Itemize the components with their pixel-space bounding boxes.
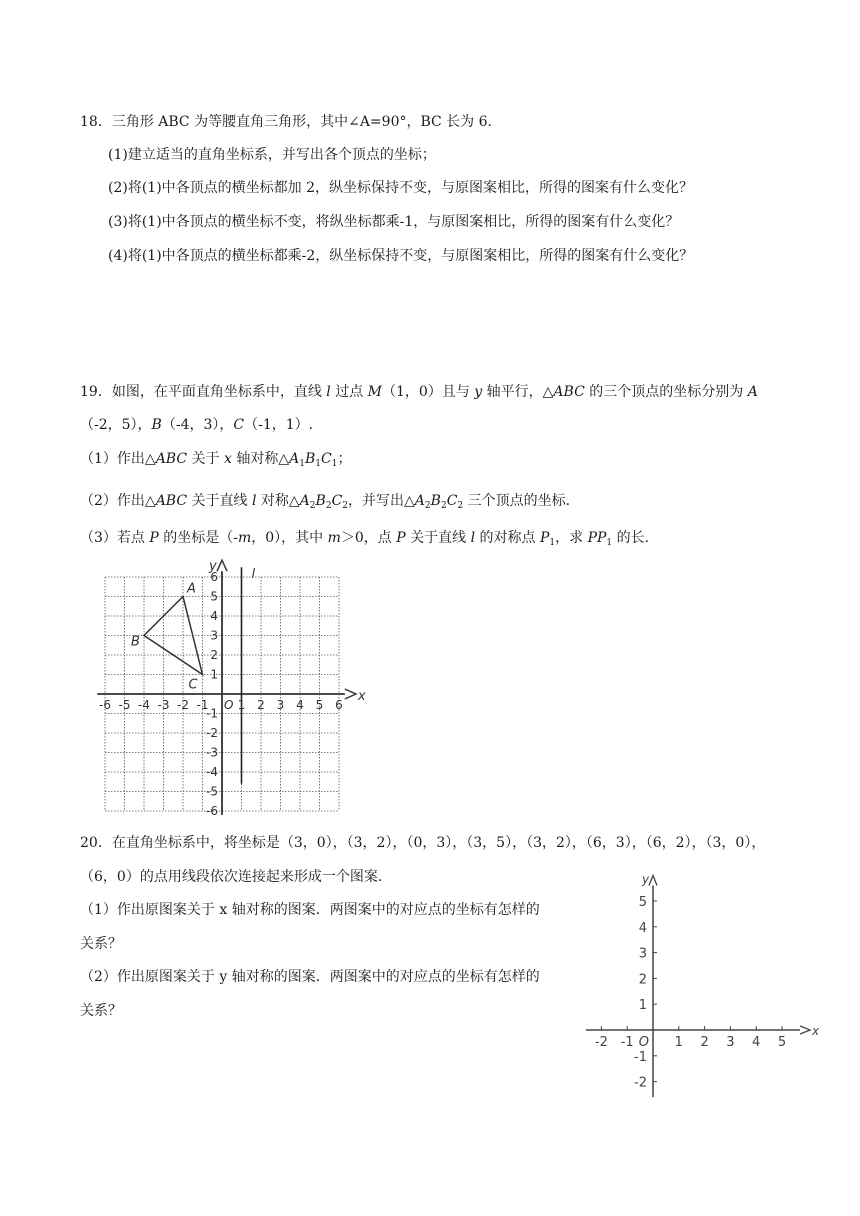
vertex-label-b: B xyxy=(131,634,140,650)
x-tick-label: 4 xyxy=(296,698,304,712)
q18-item-3: (3)将(1)中各顶点的横坐标不变，将纵坐标都乘-1，与原图案相比，所得的图案有什么变化？ xyxy=(108,214,680,230)
x-tick-label: 5 xyxy=(777,1035,787,1050)
q19-coordinate-graph xyxy=(99,555,366,818)
q20-stem-line1: 20．在直角坐标系中，将坐标是（3，0），（3，2），（0，3），（3，5），（3，2），（6，3），（6，2），（3，0）， xyxy=(80,835,766,851)
q18-stem: 18．三角形 ABC 为等腰直角三角形，其中∠A=90°，BC 长为 6. xyxy=(80,114,492,130)
vertex-label-a: A xyxy=(187,581,196,597)
q18-item-4: (4)将(1)中各顶点的横坐标都乘-2，纵坐标保持不变，与原图案相比，所得的图案有什么变化？ xyxy=(108,248,694,264)
q18-item-1: (1)建立适当的直角坐标系，并写出各个顶点的坐标； xyxy=(108,147,436,163)
x-axis-arrow-icon xyxy=(345,689,356,699)
q20-item-2: （2）作出原图案关于 y 轴对称的图案．两图案中的对应点的坐标有怎样的 xyxy=(80,969,540,985)
x-tick-label: 1 xyxy=(674,1035,683,1050)
q19-stem-line2: （-2，5），B（-4，3），C（-1，1）. xyxy=(80,417,314,433)
y-tick-label: -5 xyxy=(206,784,218,799)
x-tick-label: -3 xyxy=(157,698,170,712)
y-tick-label: 2 xyxy=(638,972,647,988)
y-tick-label: 2 xyxy=(210,648,218,662)
x-tick-label: -2 xyxy=(177,698,189,712)
y-axis-label: y xyxy=(209,559,217,575)
x-axis-label: x xyxy=(812,1024,820,1038)
q19-item-2: （2）作出△ABC 关于直线 l 对称$\triangle A_2B_2C_2$，并写出$\triangle A_2B_2C_2$ 三个顶点的坐标. xyxy=(80,493,571,511)
q19-item-3: （3）若点 P 的坐标是（-m，0），其中 m＞0，点 P 关于直线 l 的对称点 $P_1$，求 $PP_1$ 的长. xyxy=(80,530,650,548)
q20-item-1: （1）作出原图案关于 x 轴对称的图案．两图案中的对应点的坐标有怎样的 xyxy=(80,902,540,918)
x-tick-label: -2 xyxy=(594,1035,608,1050)
x-tick-label: -1 xyxy=(620,1035,634,1050)
x-tick-label: 6 xyxy=(335,698,343,712)
y-tick-label: -4 xyxy=(206,765,218,779)
q18-item-2: (2)将(1)中各顶点的横坐标都加 2，纵坐标保持不变，与原图案相比，所得的图案有什么变化？ xyxy=(108,180,694,196)
origin-label: O xyxy=(638,1035,649,1050)
vertex-label-c: C xyxy=(188,677,198,693)
y-tick-label: 1 xyxy=(638,998,647,1014)
x-axis-label: x xyxy=(357,689,366,704)
q20-item-2-cont: 关系？ xyxy=(80,1003,122,1019)
y-tick-label: 5 xyxy=(638,895,647,910)
y-tick-label: -3 xyxy=(206,745,218,760)
x-tick-label: 1 xyxy=(237,698,246,712)
y-tick-label: -1 xyxy=(634,1049,647,1065)
y-tick-label: 3 xyxy=(210,628,218,643)
x-tick-label: -4 xyxy=(138,698,150,712)
y-tick-label: 1 xyxy=(210,667,218,682)
y-axis-arrow-icon xyxy=(649,876,657,886)
x-tick-label: -1 xyxy=(196,698,209,712)
origin-label: O xyxy=(224,698,234,712)
q20-item-1-cont: 关系？ xyxy=(80,936,122,952)
x-tick-label: 2 xyxy=(257,698,265,712)
q20-coordinate-axes xyxy=(585,872,820,1130)
x-tick-label: -6 xyxy=(99,698,111,712)
y-tick-label: -2 xyxy=(206,726,218,740)
y-tick-label: -2 xyxy=(634,1075,647,1091)
y-tick-label: 4 xyxy=(638,920,647,936)
q19-item-1: （1）作出△ABC 关于 x 轴对称$\triangle A_1B_1C_1$； xyxy=(80,451,352,469)
x-tick-label: 2 xyxy=(700,1035,709,1050)
y-tick-label: 6 xyxy=(210,570,218,584)
x-tick-label: -5 xyxy=(118,698,131,712)
x-tick-label: 3 xyxy=(726,1035,735,1050)
x-axis-arrow-icon xyxy=(800,1026,810,1034)
y-tick-label: -6 xyxy=(206,804,218,818)
x-tick-label: 4 xyxy=(752,1035,761,1050)
q20-stem-line2: （6，0）的点用线段依次连接起来形成一个图案. xyxy=(80,869,383,885)
y-tick-label: -1 xyxy=(206,706,218,721)
x-tick-label: 3 xyxy=(276,698,285,712)
q19-stem-line1: 19．如图，在平面直角坐标系中，直线 l 过点 M（1，0）且与 y 轴平行，△ABC 的三个顶点的坐标分别为 A xyxy=(80,384,758,400)
y-tick-label: 4 xyxy=(210,609,218,623)
y-axis-arrow-icon xyxy=(217,560,227,571)
x-tick-label: 5 xyxy=(315,698,324,712)
y-tick-label: 3 xyxy=(638,946,647,962)
y-tick-label: 5 xyxy=(210,589,218,604)
line-l-label: l xyxy=(251,567,256,583)
y-axis-label: y xyxy=(642,872,650,887)
triangle-abc xyxy=(144,597,203,675)
